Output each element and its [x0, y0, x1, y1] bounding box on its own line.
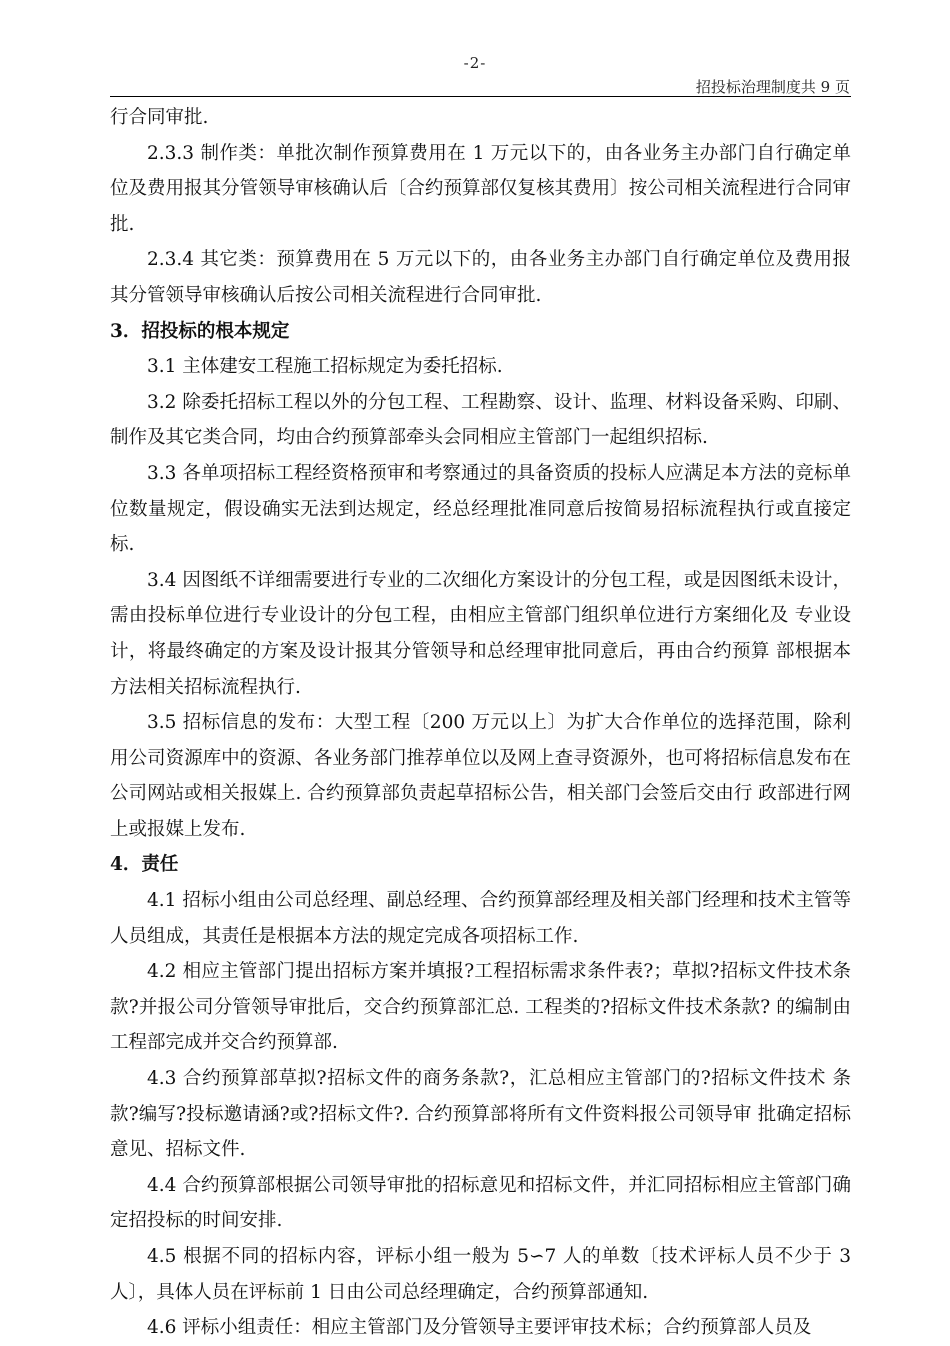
paragraph-3-3: 3.3 各单项招标工程经资格预审和考察通过的具备资质的投标人应满足本方法的竞标单位数量规定，假设确实无法到达规定，经总经理批准同意后按简易招标流程执行或直接定标. [110, 462, 851, 556]
paragraph-4-6: 4.6 评标小组责任：相应主管部门及分管领导主要评审技术标；合约预算部人员及 [147, 1317, 812, 1339]
document-body [110, 100, 851, 1346]
paragraph-4-3: 4.3 合约预算部草拟?招标文件的商务条款?，汇总相应主管部门的?招标文件技术 条款?编写?投标邀请涵?或?招标文件?. 合约预算部将所有文件资料报公司领导审 批确定招标意见、招标文件. [110, 1068, 851, 1161]
header-rule [110, 96, 851, 97]
page-number: -2- [463, 54, 487, 72]
paragraph-3-4: 3.4 因图纸不详细需要进行专业的二次细化方案设计的分包工程，或是因图纸未设计，需由投标单位进行专业设计的分包工程，由相应主管部门组织单位进行方案细化及 专业设计，将最终确定的方案及设计报其分管领导和总经理审批同意后，再由合约预算 部根据本方法相关招标流程执行. [110, 569, 851, 698]
section-heading-3: 3．招投标的根本规定 [110, 320, 290, 342]
paragraph-4-1: 4.1 招标小组由公司总经理、副总经理、合约预算部经理及相关部门经理和技术主管等人员组成，其责任是根据本方法的规定完成各项招标工作. [110, 890, 851, 947]
section-heading-4: 4．责任 [110, 854, 179, 876]
paragraph-2-3-4: 2.3.4 其它类：预算费用在 5 万元以下的，由各业务主办部门自行确定单位及费用报其分管领导审核确认后按公司相关流程进行合同审批. [110, 249, 851, 306]
paragraph-continuation: 行合同审批. [110, 107, 209, 128]
paragraph-3-5: 3.5 招标信息的发布：大型工程〔200 万元以上〕为扩大合作单位的选择范围，除利用公司资源库中的资源、各业务部门推荐单位以及网上查寻资源外，也可将招标信息发布在公司网站或相关报媒上. 合约预算部负责起草招标公告，相关部门会签后交由行 政部进行网上或报媒上发布. [110, 712, 851, 840]
paragraph-2-3-3: 2.3.3 制作类：单批次制作预算费用在 1 万元以下的，由各业务主办部门自行确定单位及费用报其分管领导审核确认后〔合约预算部仅复核其费用〕按公司相关流程进行合同审批. [110, 142, 851, 235]
paragraph-4-5: 4.5 根据不同的招标内容，评标小组一般为 5∽7 人的单数〔技术评标人员不少于 3人〕，具体人员在评标前 1 日由公司总经理确定，合约预算部通知. [110, 1246, 851, 1303]
document-title: 招投标治理制度共 9 页 [695, 78, 850, 96]
paragraph-3-2: 3.2 除委托招标工程以外的分包工程、工程勘察、设计、监理、材料设备采购、印刷、制作及其它类合同，均由合约预算部牵头会同相应主管部门一起组织招标. [110, 391, 851, 449]
paragraph-4-2: 4.2 相应主管部门提出招标方案并填报?工程招标需求条件表?；草拟?招标文件技术条款?并报公司分管领导审批后，交合约预算部汇总. 工程类的?招标文件技术条款? 的编制由工程部完成并交合约预算部. [110, 961, 851, 1054]
paragraph-3-1: 3.1 主体建安工程施工招标规定为委托招标. [147, 356, 503, 378]
paragraph-4-4: 4.4 合约预算部根据公司领导审批的招标意见和招标文件，并汇同招标相应主管部门确定招投标的时间安排. [110, 1174, 851, 1232]
